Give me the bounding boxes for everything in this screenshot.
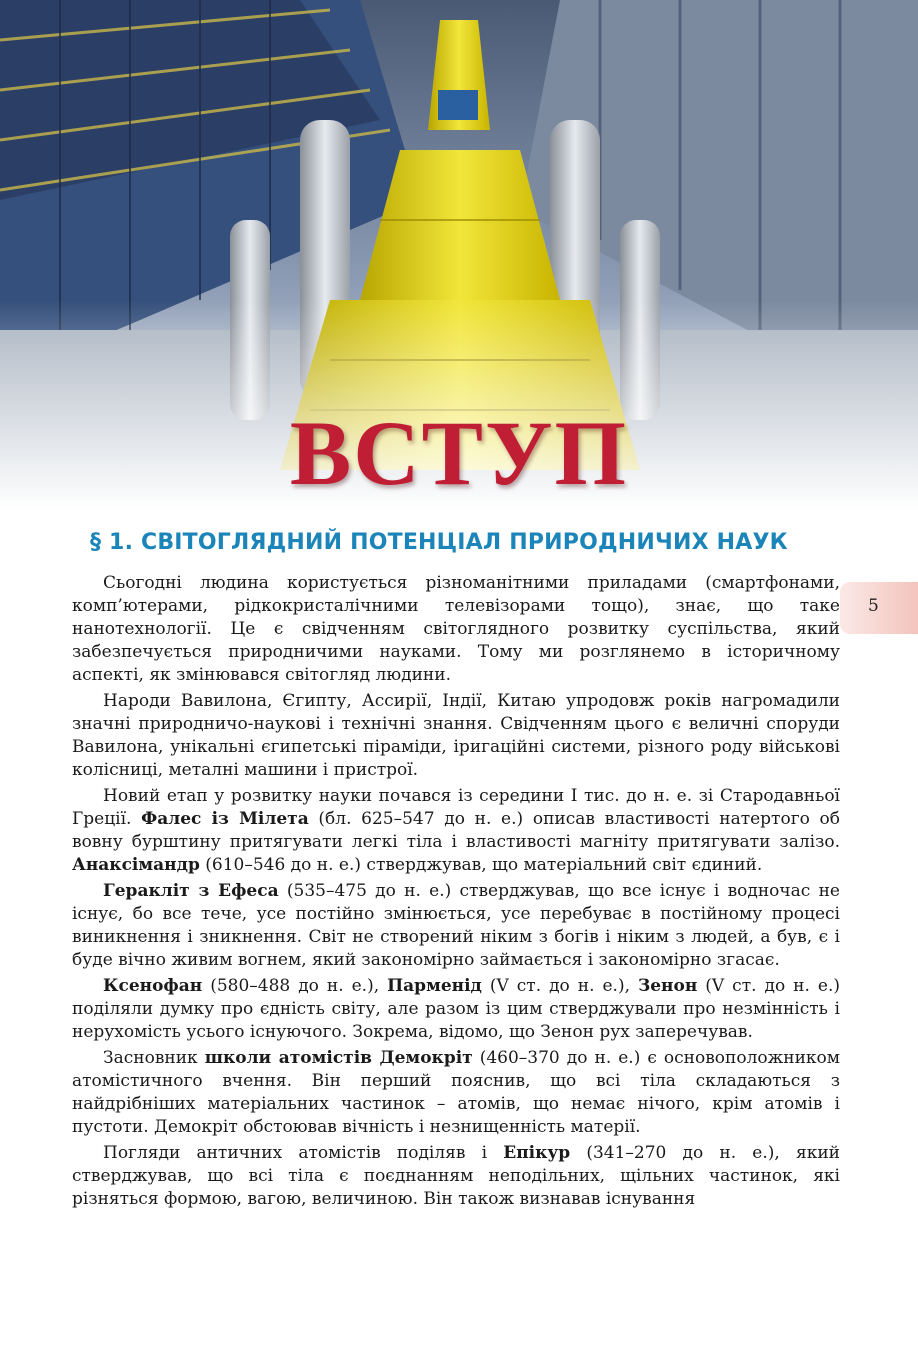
paragraph-4 <box>72 880 840 972</box>
paragraph-5 <box>72 975 840 1044</box>
text-run: (460–370 до н. е.) є основоположником атомістичного вчення. Він перший пояснив, що всі тіла складаються з найдрібніших матеріальних частинок – атомів, що немає нічого, крім атомів і пустоти. Демокріт обстоював вічність і незнищенність матерії. <box>72 1048 840 1137</box>
page-number: 5 <box>868 596 879 616</box>
bold-name: Ксенофан <box>103 976 203 996</box>
paragraph-7 <box>72 1142 840 1211</box>
bold-name: Геракліт з Ефеса <box>103 881 279 901</box>
bold-name: Епікур <box>503 1143 571 1163</box>
paragraph-6 <box>72 1047 840 1139</box>
text-run: (580–488 до н. е.), <box>202 976 388 996</box>
text-run: Народи Вавилона, Єгипту, Ассирії, Індії, Китаю упродовж років нагромадили значні природничо-наукові і технічні знання. Свідченням цього є величні споруди Вавилона, унікальні єгипетські піраміди, іригаційні системи, різного роду військові колісниці, металні машини і пристрої. <box>72 691 840 780</box>
text-run: (341–270 до н. е.), який стверджував, що всі тіла є поєднанням неподільних, щільних частинок, які різняться формою, вагою, величиною. Він також визнавав існування <box>72 1143 840 1209</box>
paragraph-3 <box>72 785 840 877</box>
bold-name: Фалес із Мілета <box>141 809 309 829</box>
text-run: (V ст. до н. е.), <box>481 976 638 996</box>
text-run: (бл. 625–547 до н. е.) описав властивості натертого об вовну бурштину притягувати легкі тіла і властивості магніту притягувати залізо. <box>72 809 840 852</box>
bold-name: Анаксімандр <box>72 855 200 875</box>
text-run: Засновник <box>103 1048 205 1068</box>
chapter-title: ВСТУП <box>289 402 629 504</box>
text-run: Новий етап у розвитку науки почався із середини І тис. до н. е. зі Стародавньої Греції. <box>72 786 840 829</box>
text-run: Сьогодні людина користується різноманітними приладами (смартфонами, комп’ютерами, рідкокристалічними телевізорами тощо), знає, що таке нанотехнології. Це є свідченням світоглядного розвитку суспільства, який забезпечується природничими науками. Тому ми розглянемо в історичному аспекті, як змінювався світогляд людини. <box>72 573 840 685</box>
text-run: (V ст. до н. е.) поділяли думку про єдність світу, але разом із цим стверджували про незмінність і нерухомість усього існуючого. Зокрема, відомо, що Зенон рух заперечував. <box>72 976 840 1042</box>
page-number-tab <box>840 582 918 634</box>
bold-name: школи атомістів Демокріт <box>204 1048 473 1068</box>
paragraph-1 <box>72 572 840 687</box>
text-run: Погляди античних атомістів поділяв і <box>103 1143 504 1163</box>
bold-name: Зенон <box>637 976 698 996</box>
text-run: (535–475 до н. е.) стверджував, що все існує і водночас не існує, бо все тече, усе постійно змінюється, усе перебуває в постійному процесі виникнення і зникнення. Світ не створений ніким з богів і ніким з людей, а був, є і буде вічно живим вогнем, який закономірно займається і закономірно згасає. <box>72 881 840 970</box>
section-heading: § 1. СВІТОГЛЯДНИЙ ПОТЕНЦІАЛ ПРИРОДНИЧИХ НАУК <box>90 530 788 555</box>
bold-name: Парменід <box>387 976 482 996</box>
body-text <box>72 572 840 1214</box>
paragraph-2 <box>72 690 840 782</box>
text-run: (610–546 до н. е.) стверджував, що матеріальний світ єдиний. <box>199 855 763 875</box>
